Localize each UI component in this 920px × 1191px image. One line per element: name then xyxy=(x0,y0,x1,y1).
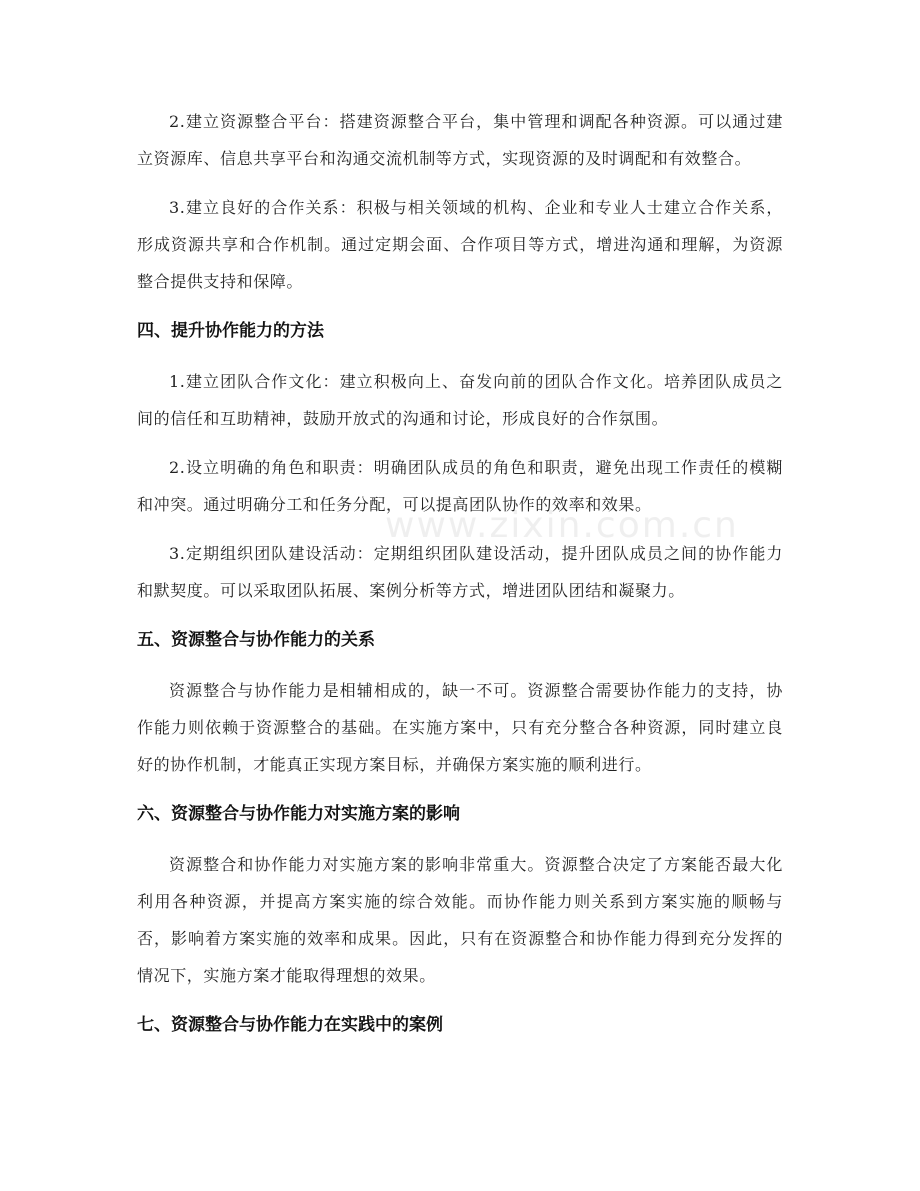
section-heading-4: 四、提升协作能力的方法 xyxy=(137,321,324,341)
paragraph-team-building: 3.定期组织团队建设活动：定期组织团队建设活动，提升团队成员之间的协作能力和默契度。可以采取团队拓展、案例分析等方式，增进团队团结和凝聚力。 xyxy=(137,544,783,600)
section-heading-5: 五、资源整合与协作能力的关系 xyxy=(137,630,375,650)
section-heading-7: 七、资源整合与协作能力在实践中的案例 xyxy=(137,1015,443,1035)
paragraph-team-culture: 1.建立团队合作文化：建立积极向上、奋发向前的团队合作文化。培养团队成员之间的信任和互助精神，鼓励开放式的沟通和讨论，形成良好的合作氛围。 xyxy=(137,372,783,428)
section-heading-6: 六、资源整合与协作能力对实施方案的影响 xyxy=(137,804,460,824)
document-page xyxy=(137,103,783,1044)
paragraph-cooperation-relationship: 3.建立良好的合作关系：积极与相关领域的机构、企业和专业人士建立合作关系，形成资源共享和合作机制。通过定期会面、合作项目等方式，增进沟通和理解，为资源整合提供支持和保障。 xyxy=(137,198,783,291)
watermark: www.zixin.com.cn xyxy=(385,505,739,546)
paragraph-roles-duties: 2.设立明确的角色和职责：明确团队成员的角色和职责，避免出现工作责任的模糊和冲突。通过明确分工和任务分配，可以提高团队协作的效率和效果。 xyxy=(137,458,783,514)
paragraph-relationship: 资源整合与协作能力是相辅相成的，缺一不可。资源整合需要协作能力的支持，协作能力则依赖于资源整合的基础。在实施方案中，只有充分整合各种资源，同时建立良好的协作机制，才能真正实现方案目标，并确保方案实施的顺利进行。 xyxy=(137,681,783,774)
paragraph-impact: 资源整合和协作能力对实施方案的影响非常重大。资源整合决定了方案能否最大化利用各种资源，并提高方案实施的综合效能。而协作能力则关系到方案实施的顺畅与否，影响着方案实施的效率和成果。因此，只有在资源整合和协作能力得到充分发挥的情况下，实施方案才能取得理想的效果。 xyxy=(137,855,783,985)
paragraph-resource-platform: 2.建立资源整合平台：搭建资源整合平台，集中管理和调配各种资源。可以通过建立资源库、信息共享平台和沟通交流机制等方式，实现资源的及时调配和有效整合。 xyxy=(137,112,783,168)
